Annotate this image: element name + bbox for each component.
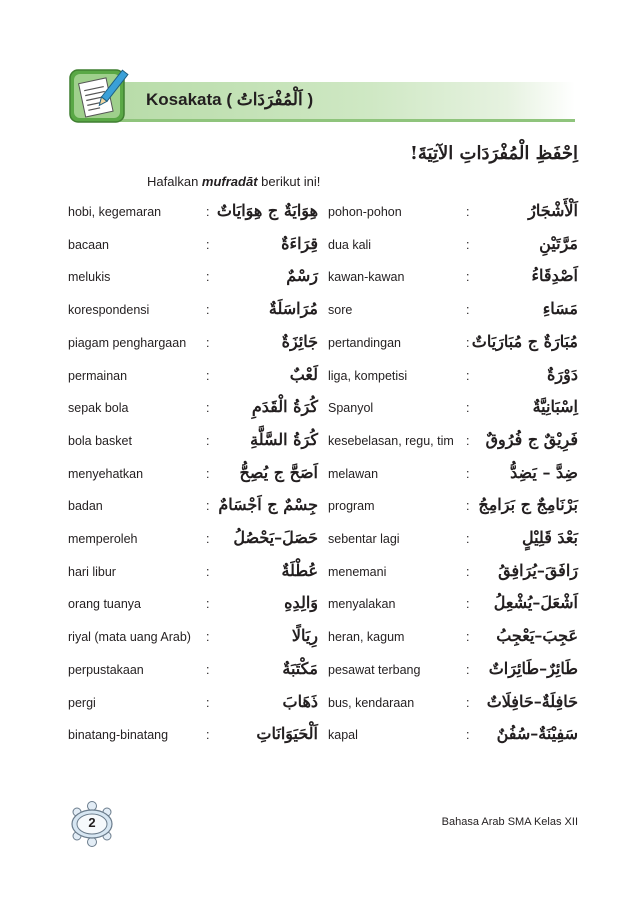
- vocab-arabic-right: اَصْدِقَاءُ: [531, 266, 578, 286]
- separator-colon: :: [466, 499, 470, 514]
- vocab-arabic-left: وَالِدِهِ: [284, 593, 318, 613]
- vocab-row: [0, 231, 638, 261]
- separator-colon: :: [206, 630, 210, 645]
- vocab-arabic-left: جَائِزَةٌ: [281, 331, 318, 351]
- separator-colon: :: [206, 205, 210, 219]
- vocab-arabic-right: مَرَّتَيْنِ: [539, 233, 578, 253]
- vocab-arabic-left: كُرَةُ السَّلَّةِ: [250, 429, 318, 449]
- vocab-row: [0, 460, 638, 490]
- vocab-meaning-right: pertandingan: [328, 335, 401, 350]
- vocab-meaning-left: binatang-binatang: [68, 728, 169, 743]
- separator-colon: :: [206, 237, 210, 252]
- vocab-arabic-left: كُرَةُ الْقَدَمِ: [251, 397, 318, 417]
- separator-colon: :: [466, 335, 470, 350]
- vocab-meaning-right: kapal: [328, 728, 358, 743]
- footer-book-title: Bahasa Arab SMA Kelas XII: [441, 816, 578, 828]
- vocab-row: [0, 656, 638, 686]
- vocab-arabic-right: عَجِبَ–يَعْجِبُ: [496, 626, 578, 646]
- vocab-meaning-right: liga, kompetisi: [328, 368, 408, 383]
- vocab-row: [0, 492, 638, 522]
- vocab-meaning-left: bola basket: [68, 433, 132, 448]
- separator-colon: :: [466, 597, 470, 612]
- separator-colon: :: [466, 662, 470, 677]
- vocab-meaning-left: menyehatkan: [68, 466, 144, 481]
- vocab-arabic-right: اَلْأَشْجَارُ: [528, 201, 578, 220]
- vocab-row: [0, 689, 638, 719]
- vocab-meaning-right: pesawat terbang: [328, 662, 421, 677]
- vocab-arabic-right: سَفِيْنَةٌ–سُفُنٌ: [496, 724, 578, 744]
- vocab-meaning-right: program: [328, 499, 375, 514]
- vocab-meaning-right: Spanyol: [328, 401, 374, 416]
- instruction-arabic: اِحْفَظِ الْمُفْرَدَاتِ الآتِيَةَ!: [409, 143, 578, 164]
- separator-colon: :: [206, 499, 210, 514]
- separator-colon: :: [206, 597, 210, 612]
- vocab-meaning-left: hobi, kegemaran: [68, 205, 162, 219]
- separator-colon: :: [466, 270, 470, 285]
- vocab-arabic-right: رَافَقَ–يُرَافِقُ: [498, 560, 578, 580]
- vocab-arabic-right: بَعْدَ قَلِيْلٍ: [521, 528, 578, 547]
- vocab-meaning-right: dua kali: [328, 237, 372, 252]
- separator-colon: :: [206, 270, 210, 285]
- vocab-meaning-right: heran, kagum: [328, 630, 405, 645]
- vocab-arabic-left: رِيَالًا: [291, 626, 318, 646]
- vocab-row: [0, 394, 638, 424]
- separator-colon: :: [466, 303, 470, 318]
- separator-colon: :: [206, 335, 210, 350]
- separator-colon: :: [466, 564, 470, 579]
- vocab-meaning-right: sore: [328, 303, 353, 318]
- separator-colon: :: [206, 728, 210, 743]
- vocab-meaning-right: kawan-kawan: [328, 270, 405, 285]
- separator-colon: :: [466, 205, 470, 219]
- vocab-arabic-left: جِسْمٌ ج اَجْسَامٌ: [218, 495, 318, 515]
- vocab-meaning-right: sebentar lagi: [328, 532, 400, 546]
- vocab-arabic-left: لَعْبٌ: [289, 364, 318, 384]
- separator-colon: :: [206, 401, 210, 416]
- vocab-arabic-right: فَرِيْقٌ ج فُرُوقٌ: [485, 429, 578, 449]
- separator-colon: :: [466, 401, 470, 416]
- vocab-row: [0, 263, 638, 293]
- separator-colon: :: [206, 303, 210, 318]
- separator-colon: :: [466, 368, 470, 383]
- vocab-row: [0, 623, 638, 653]
- vocab-meaning-right: menemani: [328, 564, 387, 579]
- instruction-indonesian: Hafalkan mufradāt berikut ini!: [147, 174, 321, 189]
- separator-colon: :: [466, 695, 470, 710]
- vocab-meaning-left: melukis: [68, 270, 111, 285]
- vocab-meaning-right: menyalakan: [328, 597, 396, 612]
- separator-colon: :: [206, 662, 210, 677]
- section-title-arabic: اَلْمُفْرَدَاتُ: [236, 90, 303, 110]
- mufradat-emphasis: mufradāt: [201, 174, 258, 189]
- section-title: Kosakata ( اَلْمُفْرَدَاتُ ): [146, 90, 314, 110]
- separator-colon: :: [466, 237, 470, 252]
- vocab-meaning-right: melawan: [328, 466, 379, 481]
- vocab-arabic-left: هِوَايَةٌ ج هِوَايَاتٌ: [216, 201, 318, 220]
- vocab-meaning-left: riyal (mata uang Arab): [68, 630, 191, 645]
- vocab-meaning-left: hari libur: [68, 564, 116, 579]
- vocab-meaning-left: korespondensi: [68, 303, 150, 318]
- vocab-arabic-left: اَصَحَّ ج يُصِحُّ: [239, 462, 318, 482]
- vocab-row: [0, 198, 638, 228]
- vocab-arabic-left: حَصَلَ–يَحْصُلُ: [233, 528, 318, 547]
- vocab-row: [0, 362, 638, 392]
- vocab-meaning-left: pergi: [68, 695, 96, 710]
- vocab-row: [0, 427, 638, 457]
- vocab-arabic-right: بَرْنَامِجٌ ج بَرَامِجُ: [478, 495, 578, 515]
- vocab-meaning-left: permainan: [68, 368, 128, 383]
- separator-colon: :: [206, 564, 210, 579]
- vocab-arabic-left: رَسْمٌ: [286, 266, 318, 286]
- separator-colon: :: [466, 433, 470, 448]
- vocab-arabic-right: حَافِلَةٌ–حَافِلَاتٌ: [486, 691, 578, 711]
- vocab-meaning-left: perpustakaan: [68, 662, 144, 677]
- separator-colon: :: [206, 695, 210, 710]
- vocab-meaning-left: badan: [68, 499, 103, 514]
- separator-colon: :: [206, 368, 210, 383]
- vocab-arabic-right: مَسَاءِ: [542, 299, 578, 319]
- vocab-arabic-right: اِسْبَانِيَّةٌ: [532, 397, 578, 417]
- vocab-arabic-left: مَكْتَبَةٌ: [282, 658, 318, 678]
- vocab-row: [0, 721, 638, 751]
- vocab-meaning-left: orang tuanya: [68, 597, 141, 612]
- vocab-arabic-left: ذَهَابَ: [282, 691, 318, 711]
- separator-colon: :: [466, 728, 470, 743]
- vocab-arabic-right: مُبَارَةٌ ج مُبَارَيَاتٌ: [471, 331, 578, 351]
- vocab-row: [0, 558, 638, 588]
- vocab-arabic-right: اَشْعَلَ–يُشْعِلُ: [493, 593, 578, 613]
- separator-colon: :: [466, 466, 470, 481]
- page-number: 2: [88, 815, 96, 830]
- vocab-arabic-left: عُطْلَةٌ: [281, 560, 318, 580]
- vocab-row: [0, 590, 638, 620]
- vocab-arabic-right: طَائِرٌ–طَائِرَاتٌ: [488, 658, 578, 678]
- vocab-arabic-right: ضِدَّ – يَضِدُّ: [510, 462, 578, 482]
- separator-colon: :: [206, 466, 210, 481]
- vocab-arabic-left: مُرَاسَلَةٌ: [268, 299, 318, 319]
- vocab-row: [0, 296, 638, 326]
- vocab-arabic-right: دَوْرَةٌ: [547, 364, 578, 384]
- vocab-meaning-right: bus, kendaraan: [328, 695, 415, 710]
- vocab-meaning-right: kesebelasan, regu, tim: [328, 433, 454, 448]
- vocab-meaning-right: pohon-pohon: [328, 205, 402, 219]
- separator-colon: :: [466, 630, 470, 645]
- vocab-row: [0, 525, 638, 555]
- separator-colon: :: [206, 532, 210, 546]
- separator-colon: :: [206, 433, 210, 448]
- vocab-arabic-left: قِرَاءَةٌ: [281, 233, 318, 253]
- vocab-meaning-left: sepak bola: [68, 401, 129, 416]
- notebook-pencil-icon: [68, 66, 130, 126]
- vocab-row: [0, 329, 638, 359]
- vocab-meaning-left: piagam penghargaan: [68, 335, 187, 350]
- separator-colon: :: [466, 532, 470, 546]
- vocab-meaning-left: bacaan: [68, 237, 110, 252]
- vocab-arabic-left: اَلْحَيَوَانَاتِ: [256, 724, 318, 744]
- vocab-meaning-left: memperoleh: [68, 532, 138, 546]
